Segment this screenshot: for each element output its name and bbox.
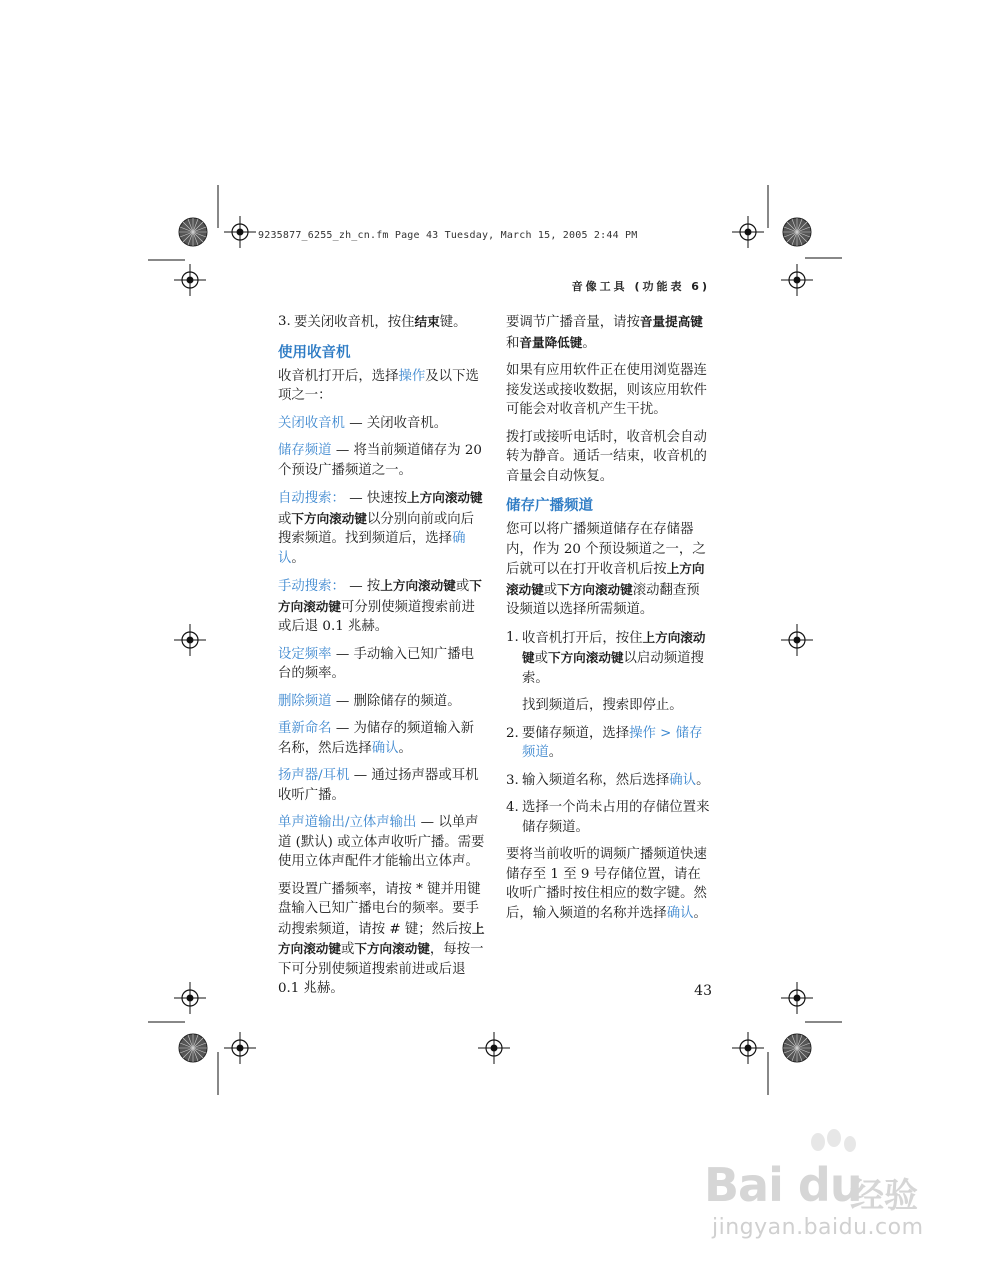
key-down: 下方向滚动键	[278, 578, 482, 614]
option-mono-stereo	[278, 813, 486, 872]
option-term: 自动搜索：	[278, 491, 345, 506]
text: 输入频道名称，然后选择	[522, 772, 670, 788]
text: 。	[696, 772, 710, 788]
key-up: 上方向滚动键	[407, 490, 483, 505]
option-desc: — 删除储存的频道。	[331, 693, 461, 709]
text: 收音机打开后，按住	[522, 630, 643, 646]
text: 。	[291, 550, 305, 566]
key-down: 下方向滚动键	[547, 650, 624, 665]
key-down: 下方向滚动键	[557, 581, 633, 597]
text: 滚动翻查预设频道以选择所需频道。	[506, 582, 700, 617]
step-2	[506, 724, 712, 763]
key-down: 下方向滚动键	[291, 510, 367, 526]
key-end: 结束	[414, 314, 440, 329]
page-number: 43	[694, 983, 712, 999]
step-text: 选择一个尚未占用的存储位置来储存频道。	[522, 800, 710, 835]
section-heading-use-radio: 使用收音机	[278, 344, 351, 361]
text: 或	[278, 511, 292, 527]
option-desc: — 以单声道 (默认) 或立体声收听广播。需要使用立体声配件才能输出立体声。	[278, 815, 485, 869]
option-term: 删除频道	[278, 693, 332, 709]
menu-term-ok: 确认	[666, 905, 694, 921]
step-1-note: 找到频道后，搜索即停止。	[522, 698, 683, 713]
text: 或	[543, 582, 558, 598]
option-close-radio	[278, 414, 486, 434]
key-up: 上方向滚动键	[506, 561, 705, 597]
key-up: 上方向滚动键	[278, 920, 485, 956]
text: 要关闭收音机，按住	[294, 315, 415, 330]
option-desc: — 将当前频道储存为 20 个预设广播频道之一。	[278, 443, 482, 478]
text: 收音机打开后，选择	[278, 368, 399, 384]
watermark-logo-text: Bai du	[704, 1158, 862, 1212]
menu-path-save-channel: 操作 > 储存频道	[522, 725, 703, 760]
option-desc: — 关闭收音机。	[344, 415, 448, 431]
text: 或	[340, 942, 355, 957]
text: 键。	[439, 315, 467, 330]
option-manual-search	[278, 576, 486, 637]
text: ，每按一下可分别使频道搜索前进或后退 0.1 兆赫。	[278, 942, 484, 996]
option-term: 手动搜索：	[278, 579, 345, 594]
text: 要将当前收听的调频广播频道快速储存至 1 至 9 号存储位置，请在收听广播时按住相应的数字键。然后，输入频道的名称并选择	[506, 847, 707, 921]
menu-term-ok: 确认	[371, 740, 399, 756]
key-volume-up: 音量提高键	[639, 314, 703, 329]
option-delete-channel	[278, 692, 486, 712]
watermark-url: jingyan.baidu.com	[712, 1215, 924, 1240]
text: 以启动频道搜索。	[522, 651, 704, 686]
step-number: 1.	[506, 629, 519, 645]
text: 及以下选项之一：	[278, 368, 479, 403]
option-set-frequency	[278, 645, 486, 684]
frequency-paragraph	[278, 880, 486, 999]
menu-term-ok: 确认	[278, 531, 466, 566]
step-1	[506, 628, 712, 689]
watermark-logo-cn: 经验	[850, 1176, 918, 1216]
key-up: 上方向滚动键	[380, 578, 456, 593]
text: 可分别使频道搜索前进或后退 0.1 兆赫。	[278, 599, 475, 634]
menu-term-ok: 确认	[669, 772, 697, 788]
text: — 快速按	[344, 491, 408, 506]
option-term: 储存频道	[278, 443, 332, 458]
text: 以分别向前或向后搜索频道。找到频道后，选择	[278, 511, 475, 546]
step-number: 4.	[506, 800, 519, 815]
option-save-channel	[278, 441, 486, 480]
option-term: 重新命名	[278, 721, 332, 736]
key-up: 上方向滚动键	[522, 629, 706, 665]
intro-paragraph	[278, 367, 486, 406]
text: — 为储存的频道输入新名称，然后选择	[278, 721, 474, 756]
section-heading-save-channels: 储存广播频道	[506, 498, 593, 514]
text: 您可以将广播频道储存在存储器内，作为 20 个预设频道之一，之后就可以在打开收音机后按	[506, 522, 706, 577]
option-auto-search	[278, 488, 486, 568]
quick-save-paragraph	[506, 845, 712, 923]
interference-paragraph: 如果有应用软件正在使用浏览器连接发送或接收数据，则该应用软件可能会对收音机产生干扰。	[506, 363, 707, 417]
key-volume-down: 音量降低键	[519, 334, 583, 350]
option-term: 关闭收音机	[278, 415, 345, 431]
option-term: 单声道输出/立体声输出	[278, 815, 417, 830]
option-desc: — 通过扬声器或耳机收听广播。	[278, 768, 479, 803]
text: 。	[582, 335, 596, 351]
text: 或	[455, 579, 470, 594]
menu-term-options: 操作	[398, 368, 426, 384]
text: 。	[548, 745, 563, 760]
text: 和	[506, 335, 520, 351]
text: 要调节广播音量，请按	[506, 315, 640, 330]
option-term: 扬声器/耳机	[278, 768, 350, 783]
left-column	[278, 312, 486, 1007]
running-header: 音像工具 (功能表 6)	[571, 280, 710, 293]
option-rename	[278, 719, 486, 758]
step-number: 3.	[506, 772, 519, 788]
key-down: 下方向滚动键	[354, 941, 430, 956]
step-number: 2.	[506, 725, 519, 741]
mute-paragraph: 拨打或接听电话时，收音机会自动转为静音。通话一结束，收音机的音量会自动恢复。	[506, 429, 707, 484]
step-3	[278, 312, 486, 333]
save-intro-paragraph	[506, 520, 712, 620]
file-info-line: 9235877_6255_zh_cn.fm Page 43 Tuesday, March 15, 2005 2:44 PM	[258, 230, 638, 241]
step-3-right	[506, 771, 712, 791]
text: 或	[534, 651, 548, 666]
step-number: 3.	[278, 314, 291, 329]
option-term: 设定频率	[278, 646, 332, 662]
text: 要储存频道，选择	[522, 725, 630, 741]
text: — 按	[344, 579, 381, 594]
text: 。	[398, 740, 412, 756]
option-speaker-headset	[278, 766, 486, 805]
option-desc: — 手动输入已知广播电台的频率。	[278, 646, 474, 681]
text: 要设置广播频率，请按 * 键并用键盘输入已知广播电台的频率。要手动搜索频道，请按 # 键；然后按	[278, 881, 481, 937]
step-4	[506, 798, 712, 837]
right-column	[506, 312, 712, 931]
volume-paragraph	[506, 312, 712, 353]
text: 。	[693, 905, 707, 921]
